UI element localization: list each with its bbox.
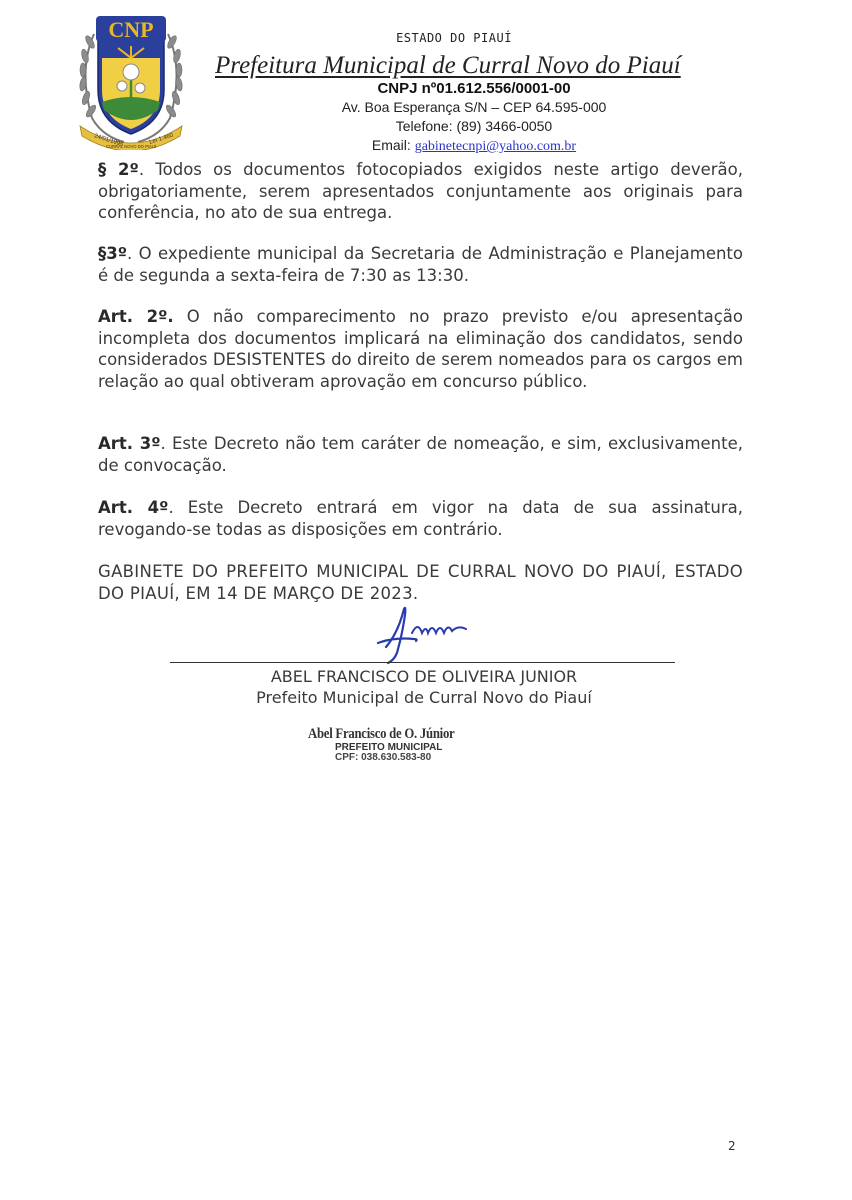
signatory-name: ABEL FRANCISCO DE OLIVEIRA JUNIOR <box>270 667 578 686</box>
crest-band-bottom: CURRAL NOVO DO PIAUÍ <box>105 144 157 149</box>
paragraph-article-3 <box>98 433 743 476</box>
paragraph-article-2 <box>98 306 743 392</box>
article-2-label: Art. 2º. <box>98 307 174 326</box>
signature-line <box>170 662 675 663</box>
page-number: 2 <box>728 1139 736 1153</box>
official-stamp <box>308 726 480 763</box>
paragraph-article-4 <box>98 497 743 540</box>
state-heading: ESTADO DO PIAUÍ <box>396 31 512 45</box>
municipality-title: Prefeitura Municipal de Curral Novo do Piauí <box>215 52 681 79</box>
crest-band-left: 24/01/1995 <box>93 133 124 149</box>
phone-line: Telefone: (89) 3466-0050 <box>395 118 553 134</box>
stamp-cpf: CPF: 038.630.583-80 <box>335 752 432 763</box>
section-3-text: . O expediente municipal da Secretaria de Administração e Planejamento é de segunda a sexta-feira de 7:30 as 13:30. <box>98 244 743 285</box>
email-link[interactable]: gabinetecnpi@yahoo.com.br <box>414 139 577 154</box>
stamp-name: Abel Francisco de O. Júnior <box>308 726 455 742</box>
cnpj-line: CNPJ nº01.612.556/0001-00 <box>377 80 571 97</box>
article-2-text: O não comparecimento no prazo previsto e/ou apresentação incompleta dos documentos implicará na eliminação dos candidatos, sendo considerados DESISTENTES do direito de serem nomeados para os cargos em relação ao qual obtiveram aprovação em concurso público. <box>98 307 743 391</box>
email-line <box>48 137 852 155</box>
signatory-title: Prefeito Municipal de Curral Novo do Piauí <box>256 688 592 707</box>
handwritten-signature <box>368 603 480 665</box>
section-2-label: § 2º <box>98 160 139 179</box>
paragraph-section-3 <box>98 243 743 286</box>
closing-statement: GABINETE DO PREFEITO MUNICIPAL DE CURRAL NOVO DO PIAUÍ, ESTADO DO PIAUÍ, EM 14 DE MARÇO DE 2023. <box>98 562 743 603</box>
crest-title: CNP <box>108 17 154 42</box>
section-3-label: §3º <box>98 244 128 263</box>
article-3-label: Art. 3º <box>98 434 161 453</box>
section-2-text: . Todos os documentos fotocopiados exigidos neste artigo deverão, obrigatoriamente, serem apresentados conjuntamente aos originais para conferência, no ato de sua entrega. <box>98 160 743 222</box>
stamp-role: PREFEITO MUNICIPAL <box>335 742 443 753</box>
address-line: Av. Boa Esperança S/N – CEP 64.595-000 <box>341 99 607 115</box>
paragraph-section-2 <box>98 159 743 224</box>
article-3-text: . Este Decreto não tem caráter de nomeação, e sim, exclusivamente, de convocação. <box>98 434 744 475</box>
crest-band-right: Lei 1.460 <box>148 132 175 146</box>
article-4-label: Art. 4º <box>98 498 169 517</box>
article-4-text: . Este Decreto entrará em vigor na data de sua assinatura, revogando-se todas as disposições em contrário. <box>98 498 744 539</box>
email-label: Email: <box>371 137 415 153</box>
